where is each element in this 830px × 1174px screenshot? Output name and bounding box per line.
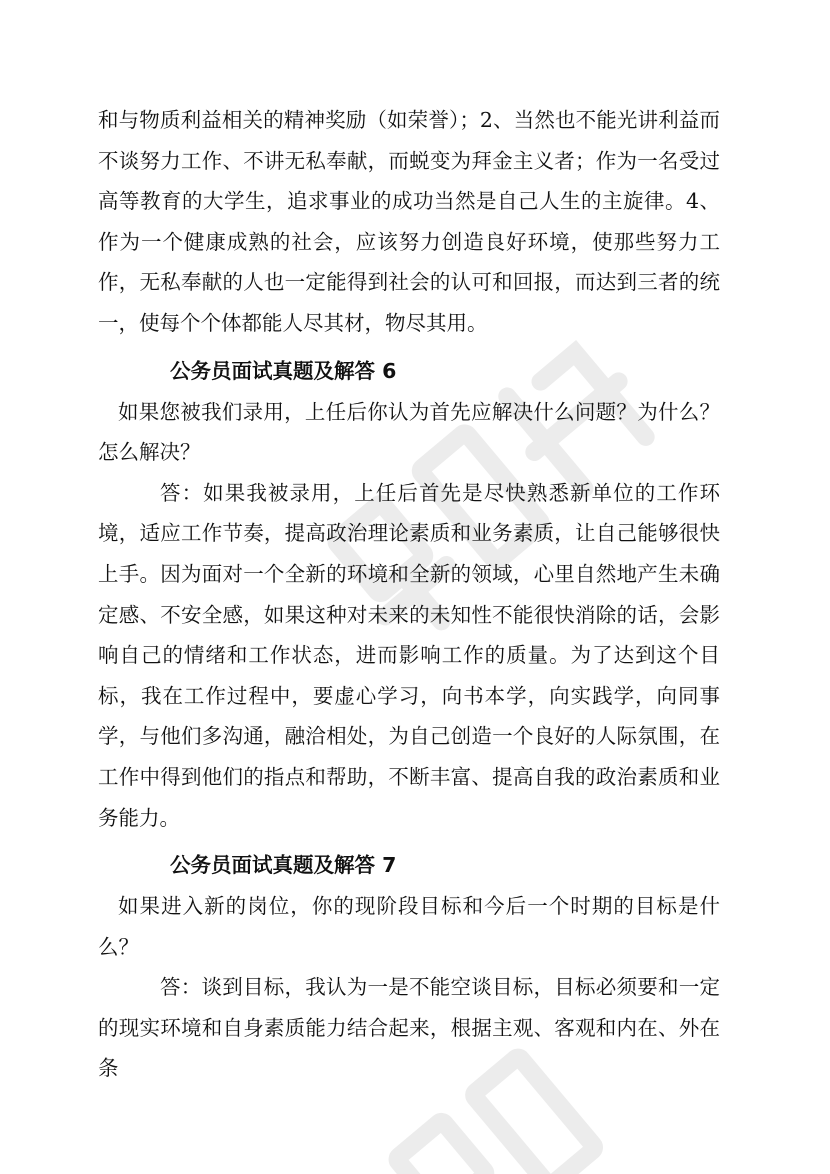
section-7-answer: 答：谈到目标，我认为一是不能空谈目标，目标必须要和一定的现实环境和自身素质能力结合起来，根据主观、客观和内在、外在条 [98, 975, 720, 1081]
section-6-heading: 公务员面试真题及解答 6 [170, 358, 397, 383]
section-7-question: 如果进入新的岗位，你的现阶段目标和今后一个时期的目标是什么？ [98, 894, 720, 959]
document-body [98, 100, 720, 1089]
section-7-heading: 公务员面试真题及解答 7 [170, 853, 397, 878]
intro-paragraph: 和与物质利益相关的精神奖励（如荣誉）；2、当然也不能光讲利益而不谈努力工作、不讲无私奉献，而蜕变为拜金主义者；作为一名受过高等教育的大学生，追求事业的成功当然是自己人生的主旋律。4、作为一个健康成熟的社会，应该努力创造良好环境，使那些努力工作，无私奉献的人也一定能得到社会的认可和回报，而达到三者的统一，使每个个体都能人尽其材，物尽其用。 [98, 108, 720, 335]
section-6-answer: 答：如果我被录用，上任后首先是尽快熟悉新单位的工作环境，适应工作节奏，提高政治理论素质和业务素质，让自己能够很快上手。因为面对一个全新的环境和全新的领域，心里自然地产生未确定感、不安全感，如果这种对未来的未知性不能很快消除的话，会影响自己的情绪和工作状态，进而影响工作的质量。为了达到这个目标，我在工作过程中，要虚心学习，向书本学，向实践学，向同事学，与他们多沟通，融洽相处，为自己创造一个良好的人际氛围，在工作中得到他们的指点和帮助，不断丰富、提高自我的政治素质和业务能力。 [98, 480, 720, 830]
section-6-question: 如果您被我们录用，上任后你认为首先应解决什么问题？为什么？怎么解决？ [98, 399, 720, 465]
